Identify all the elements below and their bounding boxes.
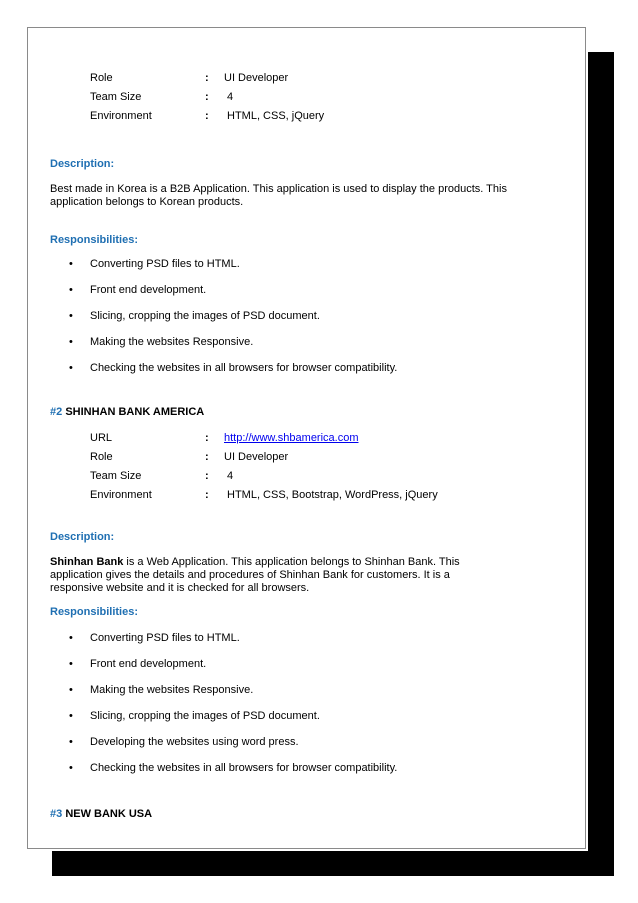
field-label: Team Size: [90, 91, 142, 103]
list-item-text: Making the websites Responsive.: [90, 684, 254, 696]
page-shadow-bottom: [52, 851, 614, 876]
list-item: [50, 284, 530, 310]
bullet-icon: •: [69, 362, 73, 374]
field-row: [50, 432, 550, 451]
bullet-icon: •: [69, 736, 73, 748]
list-item-text: Checking the websites in all browsers for browser compatibility.: [90, 762, 398, 774]
page-content: [50, 72, 550, 820]
bullet-icon: •: [69, 336, 73, 348]
description-heading: Description:: [50, 531, 115, 543]
responsibilities-list: [50, 258, 530, 388]
field-value: UI Developer: [224, 451, 289, 463]
field-value: HTML, CSS, Bootstrap, WordPress, jQuery: [227, 489, 438, 501]
project-title: [50, 406, 204, 419]
description-bold: Shinhan Bank: [50, 556, 124, 568]
list-item-text: Front end development.: [90, 658, 207, 670]
list-item-text: Converting PSD files to HTML.: [90, 632, 240, 644]
bullet-icon: •: [69, 710, 73, 722]
bullet-icon: •: [69, 310, 73, 322]
project2-details: [50, 432, 550, 508]
field-separator: :: [205, 470, 209, 482]
list-item-text: Checking the websites in all browsers for browser compatibility.: [90, 362, 398, 374]
field-separator: :: [205, 451, 209, 463]
list-item: [50, 684, 530, 710]
field-value: UI Developer: [224, 72, 289, 84]
field-separator: :: [205, 110, 209, 122]
field-row: [50, 72, 550, 91]
project-number: #3: [50, 808, 63, 820]
field-row: [50, 110, 550, 129]
field-row: [50, 91, 550, 110]
field-separator: :: [205, 91, 209, 103]
project-name: NEW BANK USA: [65, 808, 153, 820]
list-item: [50, 762, 530, 788]
list-item: [50, 710, 530, 736]
field-label: Role: [90, 451, 113, 463]
list-item-text: Slicing, cropping the images of PSD document.: [90, 710, 320, 722]
bullet-icon: •: [69, 762, 73, 774]
list-item-text: Slicing, cropping the images of PSD document.: [90, 310, 320, 322]
field-row: [50, 489, 550, 508]
project-name: SHINHAN BANK AMERICA: [65, 406, 205, 418]
list-item: [50, 336, 530, 362]
list-item: [50, 258, 530, 284]
field-label: Environment: [90, 110, 152, 122]
bullet-icon: •: [69, 284, 73, 296]
field-value: 4: [227, 470, 234, 482]
list-item-text: Converting PSD files to HTML.: [90, 258, 240, 270]
list-item-text: Front end development.: [90, 284, 207, 296]
project-number: #2: [50, 406, 63, 418]
description-heading: Description:: [50, 158, 115, 170]
list-item: [50, 310, 530, 336]
page-shadow-right: [588, 52, 614, 876]
field-separator: :: [205, 489, 209, 501]
field-value: HTML, CSS, jQuery: [227, 110, 325, 122]
field-row: [50, 451, 550, 470]
list-item: [50, 362, 530, 388]
field-value: 4: [227, 91, 234, 103]
bullet-icon: •: [69, 658, 73, 670]
description-text: [50, 556, 470, 595]
field-label: Role: [90, 72, 113, 84]
field-row: [50, 470, 550, 489]
project-url-link[interactable]: http://www.shbamerica.com: [224, 432, 359, 444]
project1-details: [50, 72, 550, 129]
list-item: [50, 658, 530, 684]
description-text: Best made in Korea is a B2B Application. This application is used to display the products. This application belongs to Korean products.: [50, 183, 507, 208]
bullet-icon: •: [69, 258, 73, 270]
list-item: [50, 736, 530, 762]
list-item-text: Developing the websites using word press.: [90, 736, 299, 748]
list-item: [50, 632, 530, 658]
bullet-icon: •: [69, 684, 73, 696]
field-separator: :: [205, 432, 209, 444]
list-item-text: Making the websites Responsive.: [90, 336, 254, 348]
responsibilities-heading: Responsibilities:: [50, 606, 139, 618]
responsibilities-heading: Responsibilities:: [50, 234, 139, 246]
bullet-icon: •: [69, 632, 73, 644]
project-title: [50, 808, 152, 821]
field-label: Team Size: [90, 470, 142, 482]
field-separator: :: [205, 72, 209, 84]
description-body: is a Web Application. This application belongs to Shinhan Bank. This application gives the details and procedures of Shinhan Bank for customers. It is a responsive website and it is checked for all browsers.: [50, 556, 460, 594]
field-label: URL: [90, 432, 113, 444]
responsibilities-list: [50, 632, 530, 788]
field-label: Environment: [90, 489, 152, 501]
